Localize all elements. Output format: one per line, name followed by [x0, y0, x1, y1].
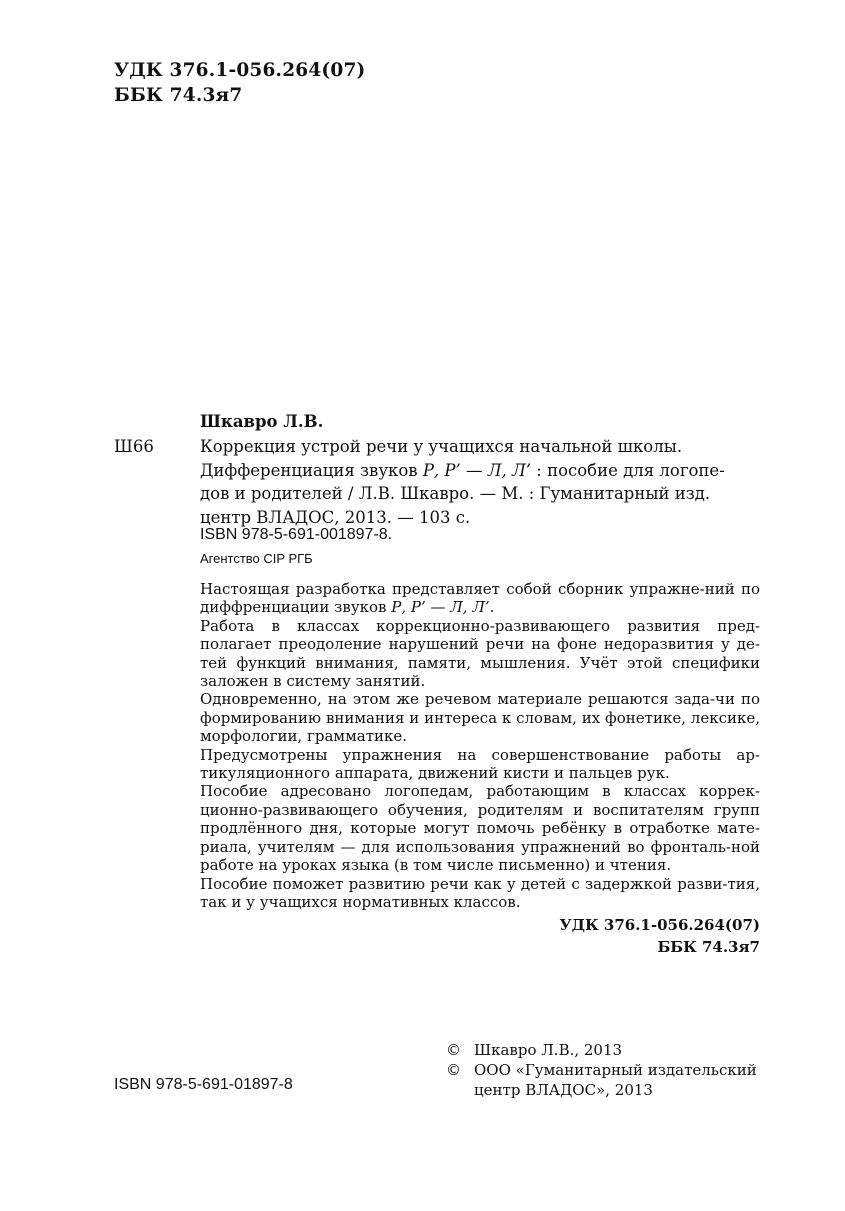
annotation-paragraph: Работа в классах коррекционно-развивающего развития пред-полагает преодоление нарушений речи на фоне недоразвития у де-тей функций внимания, памяти, мышления. Учёт этой специфики заложен в систему занятий.: [200, 616, 760, 691]
annotation: [200, 580, 760, 911]
copyright-block: [446, 1040, 757, 1100]
copyright-icon: ©: [446, 1061, 461, 1079]
bbk-code: ББК 74.3я7: [114, 85, 243, 106]
annotation-p1-post: .: [489, 598, 495, 617]
title-line-4: центр ВЛАДОС, 2013. — 103 с.: [200, 507, 471, 527]
copyright-publisher-cont: центр ВЛАДОС», 2013: [474, 1081, 653, 1099]
author-name: Шкавро Л.В.: [200, 412, 324, 431]
title-line-2-pre: Дифференциация звуков: [200, 460, 423, 480]
annotation-paragraph: Одновременно, на этом же речевом материале решаются зада-чи по формированию внимания и интереса к словам, их фонетике, лексике, морфологии, грамматике.: [200, 690, 760, 746]
udk-code: УДК 376.1-056.264(07): [114, 60, 366, 81]
title-line-2: [200, 459, 760, 483]
udk-bbk-header: [114, 58, 365, 108]
copyright-publisher: ООО «Гуманитарный издательский: [474, 1061, 757, 1079]
udk-code-bottom: УДК 376.1-056.264(07): [559, 916, 760, 934]
title-line-2-post: : пособие для логопе-: [531, 460, 725, 480]
annotation-paragraph: [200, 580, 760, 617]
title-line-3: дов и родителей / Л.В. Шкавро. — М. : Гуманитарный изд.: [200, 484, 711, 503]
isbn-catalog: ISBN 978-5-691-001897-8.: [200, 526, 393, 543]
annotation-sounds: Р, Р’ — Л, Л’: [391, 598, 490, 617]
annotation-paragraph: Предусмотрены упражнения на совершенствование работы ар-тикуляционного аппарата, движений кисти и пальцев рук.: [200, 745, 760, 783]
annotation-paragraph: Пособие адресовано логопедам, работающим в классах коррек-ционно-развивающего обучения, родителям и воспитателям групп продлённого дня, которые могут помочь ребёнку в отработке мате-риала, учителям — для использования упражнений во фронталь-ной работе на уроках языка (в том числе письменно) и чтения.: [200, 782, 760, 875]
bibliographic-description: [200, 435, 760, 529]
copyright-row: [446, 1040, 757, 1060]
annotation-paragraph: Пособие поможет развитию речи как у детей с задержкой разви-тия, так и у учащихся нормативных классов.: [200, 874, 760, 911]
annotation-p1-pre: Настоящая разработка представляет собой сборник упражне-ний по диффренциации звуков: [200, 580, 760, 617]
copyright-author: Шкавро Л.В., 2013: [474, 1041, 623, 1059]
cip-agency: Агентство CIP РГБ: [200, 551, 313, 566]
bbk-code-bottom: ББК 74.3я7: [657, 938, 760, 956]
copyright-icon: ©: [446, 1041, 461, 1059]
udk-bbk-footer: [560, 914, 761, 958]
title-line-1: Коррекция устрой речи у учащихся начальной школы.: [200, 437, 683, 456]
title-sounds: Р, Р’ — Л, Л’: [422, 460, 532, 480]
author-sign-code: Ш66: [114, 437, 154, 456]
isbn-bottom: ISBN 978-5-691-01897-8: [114, 1076, 293, 1093]
copyright-row: [446, 1060, 757, 1080]
